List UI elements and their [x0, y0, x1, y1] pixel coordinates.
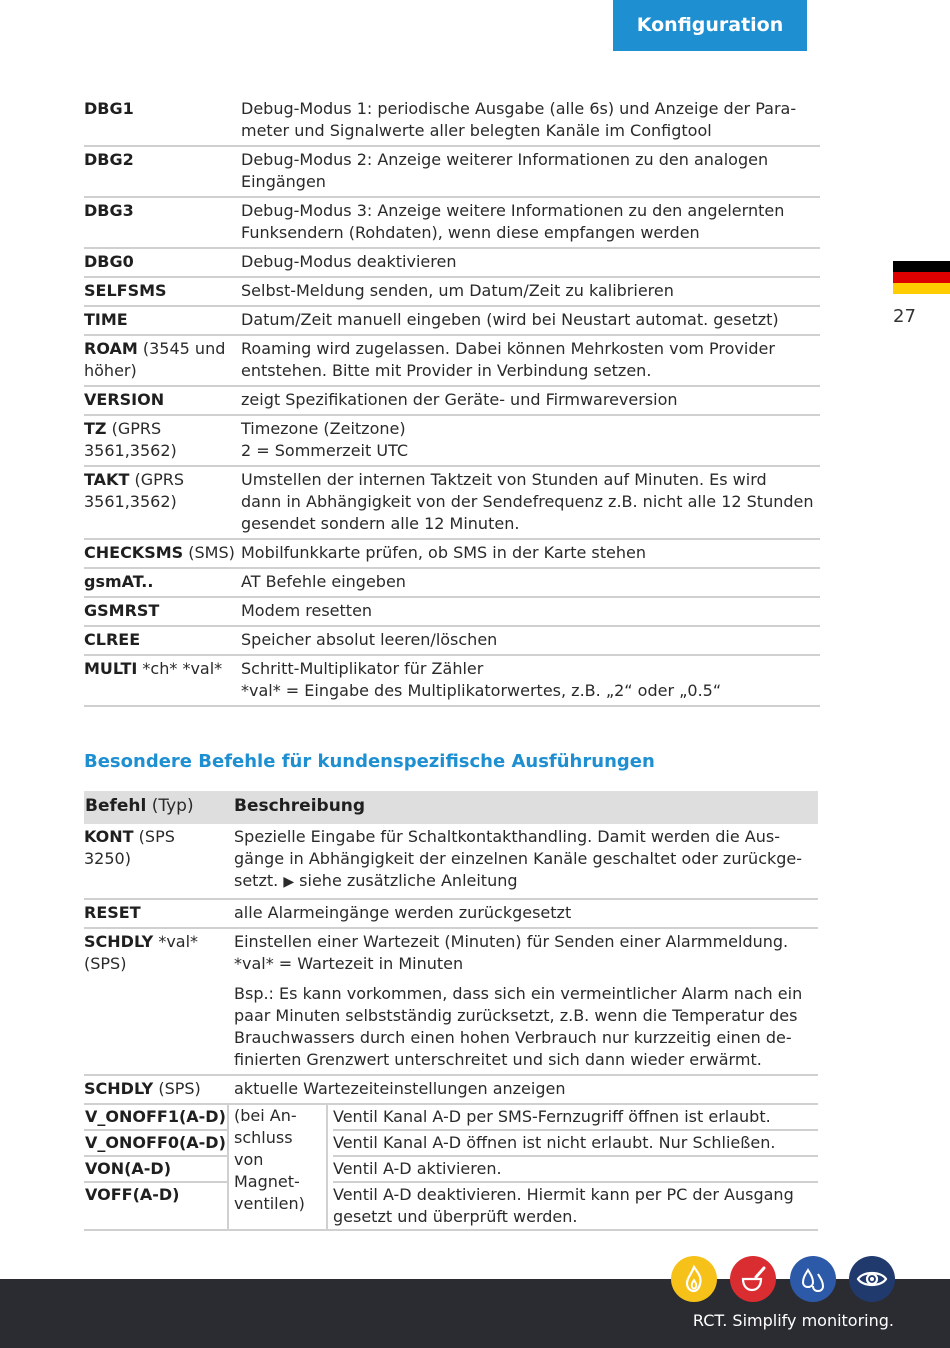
command-description: gesendet sondern alle 12 Minuten.: [241, 514, 520, 533]
command-description: entstehen. Bitte mit Provider in Verbindung setzen.: [241, 361, 652, 380]
table-row: [84, 467, 820, 540]
valve-command-descriptions: [328, 1105, 818, 1229]
command-description: zeigt Spezifikationen der Geräte- und Firmwareversion: [241, 390, 678, 409]
table-row: [84, 387, 820, 416]
command-type: *val*: [153, 932, 199, 951]
command-name: TZ: [84, 419, 107, 438]
table-row: [84, 598, 820, 627]
command-description: Spezielle Eingabe für Schaltkontakthandling. Damit werden die Aus-: [234, 827, 780, 846]
command-name: TAKT: [84, 470, 130, 489]
command-table: [84, 96, 820, 707]
command-description: Umstellen der internen Taktzeit von Stunden auf Minuten. Es wird: [241, 470, 767, 489]
command-description: Schritt-Multiplikator für Zähler: [241, 659, 484, 678]
table-row: [84, 656, 820, 707]
valve-note: (bei An-schluss von Magnet-ventilen): [227, 1105, 328, 1229]
footer-slogan: RCT. Simplify monitoring.: [692, 1311, 894, 1330]
table-row: [84, 416, 820, 467]
header-description: Beschreibung: [234, 796, 366, 816]
table-row: [84, 900, 818, 929]
command-type: (SPS): [153, 1079, 201, 1098]
command-type: (SMS): [183, 543, 235, 562]
table-row: [84, 1076, 818, 1105]
command-type: (SPS): [84, 954, 127, 973]
command-name: SELFSMS: [84, 281, 167, 300]
valve-command-names: [84, 1105, 227, 1229]
command-description: setzt.: [234, 871, 279, 890]
table-header: [84, 791, 818, 824]
section-tab: Konfiguration: [613, 0, 807, 51]
table-row: [84, 147, 820, 198]
command-name: gsmAT..: [84, 572, 154, 591]
command-description: Roaming wird zugelassen. Dabei können Mehrkosten vom Provider: [241, 339, 775, 358]
table-row: [84, 824, 818, 900]
command-name: TIME: [84, 310, 128, 329]
table-row: [84, 929, 818, 1076]
command-type: *ch* *val*: [137, 659, 223, 678]
command-description: *val* = Eingabe des Multiplikatorwertes, z.B. „2“ oder „0.5“: [241, 681, 722, 700]
header-command: Befehl: [85, 796, 147, 816]
valve-command-name: VOFF(A-D): [85, 1185, 180, 1204]
flame-icon: [671, 1256, 717, 1302]
command-description: siehe zusätzliche Anleitung: [294, 871, 518, 890]
command-description: Eingängen: [241, 172, 326, 191]
command-description: alle Alarmeingänge werden zurückgesetzt: [234, 903, 572, 922]
valve-command-name: V_ONOFF1(A-D): [84, 1105, 227, 1131]
valve-command-description: Ventil Kanal A-D per SMS-Fernzugriff öffnen ist erlaubt.: [333, 1105, 818, 1131]
command-type: (3545 und: [137, 339, 226, 358]
command-description: Speicher absolut leeren/löschen: [241, 630, 498, 649]
command-description: 2 = Sommerzeit UTC: [241, 441, 409, 460]
command-description: Funksendern (Rohdaten), wenn diese empfangen werden: [241, 223, 700, 242]
german-flag: [893, 261, 950, 294]
command-type: (GPRS: [129, 470, 185, 489]
table-row: [84, 198, 820, 249]
command-description: Selbst-Meldung senden, um Datum/Zeit zu kalibrieren: [241, 281, 674, 300]
header-type: (Typ): [146, 796, 194, 816]
command-description: Einstellen einer Wartezeit (Minuten) für Senden einer Alarmmeldung.: [234, 932, 789, 951]
command-type: 3561,3562): [84, 492, 177, 511]
command-name: SCHDLY: [84, 1079, 154, 1098]
command-description: aktuelle Wartezeiteinstellungen anzeigen: [234, 1079, 566, 1098]
command-name: RESET: [84, 903, 141, 922]
table-row: [84, 249, 820, 278]
example-text: Bsp.: Es kann vorkommen, dass sich ein vermeintlicher Alarm nach ein paar Minuten selbstständig zurücksetzt, z.B. wenn die Temperatur des Brauchwassers durch einen hohen Verbrauch nur kurzzeitig einen de-finierten Grenzwert unterschreitet und sich dann wieder erwärmt.: [234, 984, 803, 1069]
play-arrow-icon: ▶: [283, 874, 295, 890]
valve-command-name: V_ONOFF0(A-D): [84, 1131, 227, 1157]
eye-icon: [849, 1256, 895, 1302]
command-description: Datum/Zeit manuell eingeben (wird bei Neustart automat. gesetzt): [241, 310, 779, 329]
valve-command-group: [84, 1105, 818, 1231]
valve-command-description: Ventil A-D aktivieren.: [333, 1157, 818, 1183]
table-row: [84, 627, 820, 656]
pestle-icon: [730, 1256, 776, 1302]
command-description: Debug-Modus 2: Anzeige weiterer Informationen zu den analogen: [241, 150, 769, 169]
command-description: AT Befehle eingeben: [241, 572, 406, 591]
command-name: ROAM: [84, 339, 138, 358]
command-description: Timezone (Zeitzone): [241, 419, 406, 438]
page-number: 27: [893, 306, 916, 327]
command-name: DBG1: [84, 99, 134, 118]
table-row: [84, 540, 820, 569]
command-description: *val* = Wartezeit in Minuten: [234, 954, 464, 973]
section-heading: Besondere Befehle für kundenspezifische Ausführungen: [84, 751, 655, 772]
table-row: [84, 336, 820, 387]
command-name: GSMRST: [84, 601, 160, 620]
command-name: KONT: [84, 827, 134, 846]
command-name: CHECKSMS: [84, 543, 184, 562]
special-command-table: [84, 791, 818, 1231]
command-description: Mobilfunkkarte prüfen, ob SMS in der Karte stehen: [241, 543, 646, 562]
table-row: [84, 96, 820, 147]
command-type: höher): [84, 361, 137, 380]
command-name: DBG3: [84, 201, 134, 220]
table-row: [84, 569, 820, 598]
command-type: 3250): [84, 849, 131, 868]
command-description: meter und Signalwerte aller belegten Kanäle im Configtool: [241, 121, 712, 140]
command-description: Debug-Modus 1: periodische Ausgabe (alle 6s) und Anzeige der Para-: [241, 99, 797, 118]
command-name: MULTI: [84, 659, 138, 678]
valve-command-description: Ventil Kanal A-D öffnen ist nicht erlaubt. Nur Schließen.: [333, 1131, 818, 1157]
command-type: (GPRS: [106, 419, 162, 438]
command-name: DBG2: [84, 150, 134, 169]
command-description: dann in Abhängigkeit von der Sendefrequenz z.B. nicht alle 12 Stunden: [241, 492, 814, 511]
water-drops-icon: [790, 1256, 836, 1302]
valve-command-name: VON(A-D): [84, 1157, 227, 1183]
command-description: gänge in Abhängigkeit der einzelnen Kanäle geschaltet oder zurückge-: [234, 849, 803, 868]
command-description: Debug-Modus deaktivieren: [241, 252, 457, 271]
command-description: Modem resetten: [241, 601, 373, 620]
command-type: 3561,3562): [84, 441, 177, 460]
table-row: [84, 307, 820, 336]
command-name: DBG0: [84, 252, 134, 271]
valve-command-description: Ventil A-D deaktivieren. Hiermit kann per PC der Ausgang gesetzt und überprüft werden.: [333, 1185, 794, 1226]
command-name: VERSION: [84, 390, 165, 409]
command-type: (SPS: [133, 827, 175, 846]
table-row: [84, 278, 820, 307]
command-name: SCHDLY: [84, 932, 154, 951]
command-description: Debug-Modus 3: Anzeige weitere Informationen zu den angelernten: [241, 201, 785, 220]
command-name: CLREE: [84, 630, 141, 649]
